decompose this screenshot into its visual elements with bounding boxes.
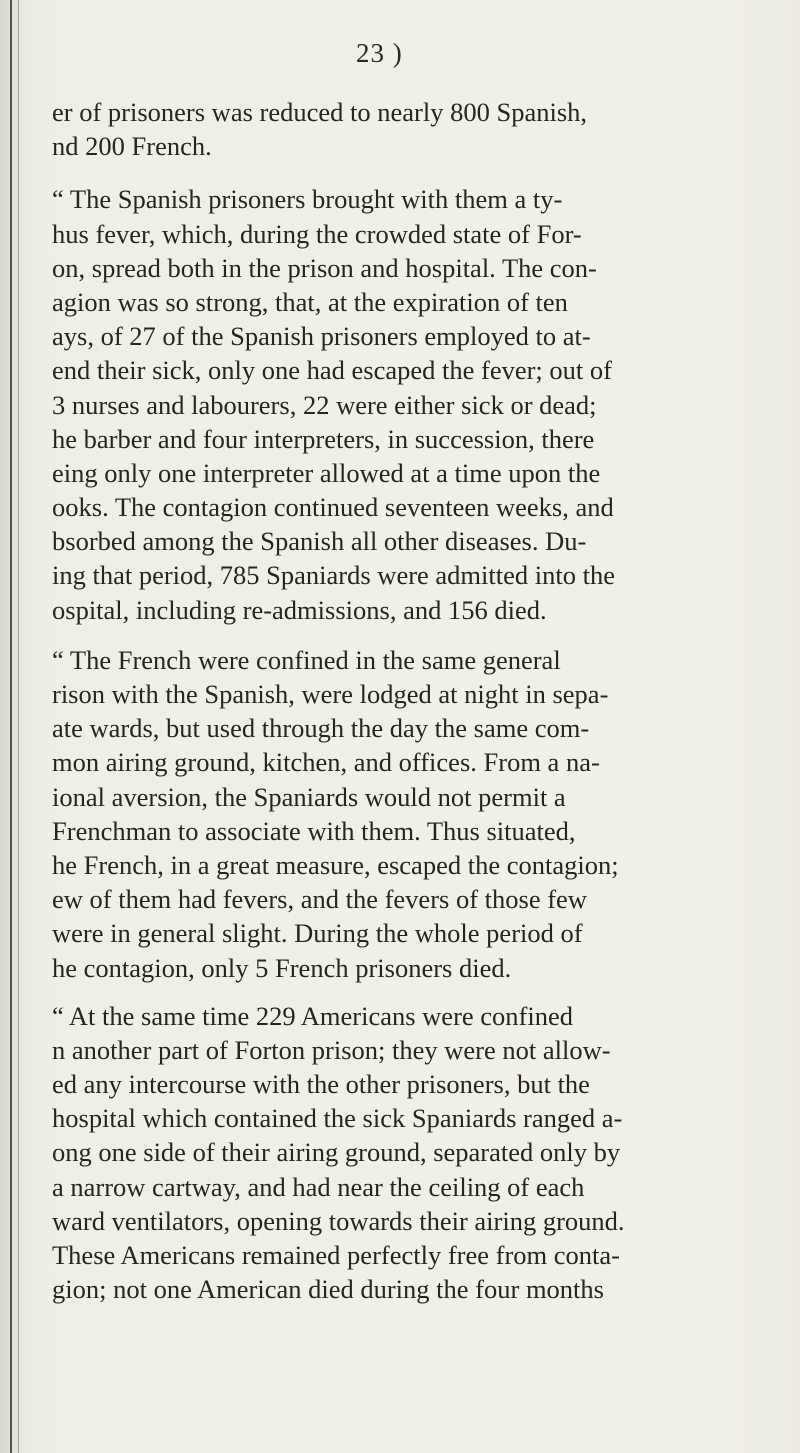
text-line: 3 nurses and labourers, 22 were either sick or dead; <box>52 389 597 420</box>
text-line: n another part of Forton prison; they were not allow- <box>52 1034 611 1065</box>
text-line: “ At the same time 229 Americans were confined <box>52 1000 573 1031</box>
paragraph <box>52 999 772 1307</box>
text-line: ospital, including re-admissions, and 156 died. <box>52 594 547 625</box>
paragraph <box>52 95 772 163</box>
page-number: 23 ) <box>356 38 403 68</box>
text-line: he French, in a great measure, escaped the contagion; <box>52 849 619 880</box>
text-line: ong one side of their airing ground, separated only by <box>52 1137 621 1168</box>
text-line: ional aversion, the Spaniards would not permit a <box>52 781 566 812</box>
text-line: hospital which contained the sick Spaniards ranged a- <box>52 1103 623 1134</box>
text-line: Frenchman to associate with them. Thus situated, <box>52 815 576 846</box>
text-line: er of prisoners was reduced to nearly 800 Spanish, <box>52 97 588 127</box>
paragraph <box>52 643 772 985</box>
text-line: end their sick, only one had escaped the fever; out of <box>52 355 612 386</box>
text-line: rison with the Spanish, were lodged at night in sepa- <box>52 679 609 709</box>
page-gutter <box>0 0 24 1453</box>
text-line: on, spread both in the prison and hospital. The con- <box>52 252 597 283</box>
text-line: ays, of 27 of the Spanish prisoners employed to at- <box>52 321 591 352</box>
text-line: agion was so strong, that, at the expiration of ten <box>52 286 568 317</box>
text-line: ing that period, 785 Spaniards were admitted into the <box>52 560 615 591</box>
text-line: ooks. The contagion continued seventeen weeks, and <box>52 492 614 523</box>
text-line: mon airing ground, kitchen, and offices. From a na- <box>52 747 600 778</box>
text-line: gion; not one American died during the four months <box>52 1274 604 1305</box>
text-line: “ The Spanish prisoners brought with them a ty- <box>52 184 563 215</box>
text-line: nd 200 French. <box>52 131 212 162</box>
text-line: were in general slight. During the whole period of <box>52 918 583 949</box>
text-line: ew of them had fevers, and the fevers of those few <box>52 884 587 915</box>
text-line: eing only one interpreter allowed at a time upon the <box>52 457 601 488</box>
paragraph <box>52 182 772 626</box>
text-line: ed any intercourse with the other prisoners, but the <box>52 1069 590 1100</box>
binding-edge <box>10 0 12 1453</box>
text-line: ward ventilators, opening towards their airing ground. <box>52 1205 625 1236</box>
text-line: he contagion, only 5 French prisoners died. <box>52 952 512 983</box>
text-line: ate wards, but used through the day the same com- <box>52 713 590 744</box>
text-line: he barber and four interpreters, in succession, there <box>52 423 595 454</box>
text-line: These Americans remained perfectly free from conta- <box>52 1240 620 1270</box>
text-line: “ The French were confined in the same general <box>52 644 561 675</box>
body-text <box>52 95 772 1306</box>
text-line: hus fever, which, during the crowded state of For- <box>52 218 582 249</box>
text-line: a narrow cartway, and had near the ceiling of each <box>52 1171 585 1202</box>
text-line: bsorbed among the Spanish all other diseases. Du- <box>52 526 587 557</box>
binding-edge-shadow <box>18 0 19 1453</box>
